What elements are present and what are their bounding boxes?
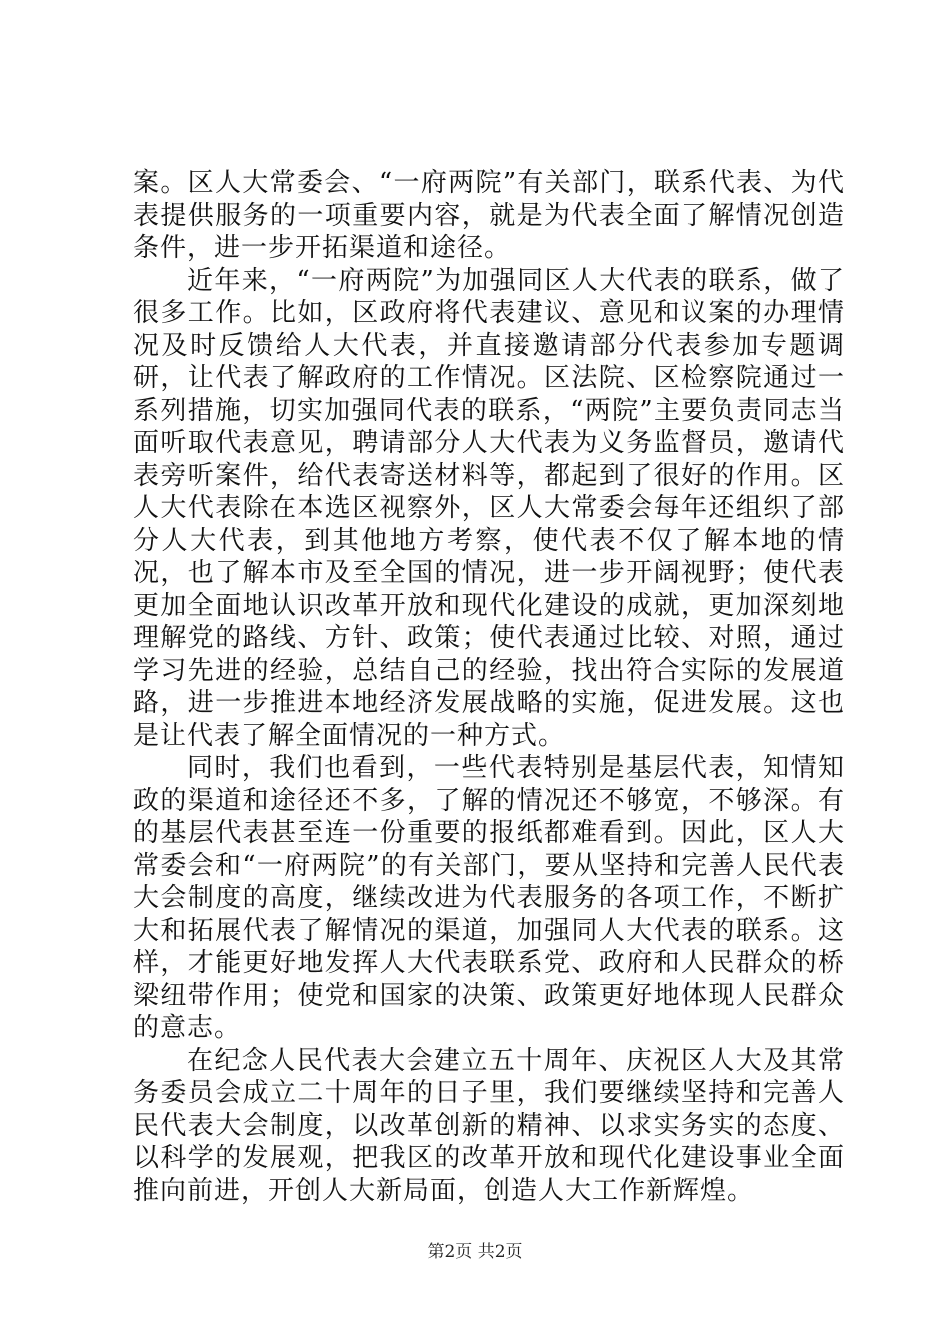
paragraph-3: 同时，我们也看到，一些代表特别是基层代表，知情知政的渠道和途径还不多，了解的情况还不够宽，不够深。有的基层代表甚至连一份重要的报纸都难看到。因此，区人大常委会和“一府两院”的有关部门，要从坚持和完善人民代表大会制度的高度，继续改进为代表服务的各项工作，不断扩大和拓展代表了解情况的渠道，加强同人大代表的联系。这样，才能更好地发挥人大代表联系党、政府和人民群众的桥梁纽带作用；使党和国家的决策、政策更好地体现人民群众的意志。 (133, 753, 845, 1043)
document-body (133, 167, 845, 1207)
page-number-footer: 第2页 共2页 (427, 1242, 523, 1262)
paragraph-4: 在纪念人民代表大会建立五十周年、庆祝区人大及其常务委员会成立二十周年的日子里，我们要继续坚持和完善人民代表大会制度，以改革创新的精神、以求实务实的态度、以科学的发展观，把我区的改革开放和现代化建设事业全面推向前进，开创人大新局面，创造人大工作新辉煌。 (133, 1045, 845, 1206)
paragraph-2: 近年来，“一府两院”为加强同区人大代表的联系，做了很多工作。比如，区政府将代表建议、意见和议案的办理情况及时反馈给人大代表，并直接邀请部分代表参加专题调研，让代表了解政府的工作情况。区法院、区检察院通过一系列措施，切实加强同代表的联系，“两院”主要负责同志当面听取代表意见，聘请部分人大代表为义务监督员，邀请代表旁听案件，给代表寄送材料等，都起到了很好的作用。区人大代表除在本选区视察外，区人大常委会每年还组织了部分人大代表，到其他地方考察，使代表不仅了解本地的情况，也了解本市及至全国的情况，进一步开阔视野；使代表更加全面地认识改革开放和现代化建设的成就，更加深刻地理解党的路线、方针、政策；使代表通过比较、对照，通过学习先进的经验，总结自己的经验，找出符合实际的发展道路，进一步推进本地经济发展战略的实施，促进发展。这也是让代表了解全面情况的一种方式。 (133, 265, 845, 751)
paragraph-1: 案。区人大常委会、“一府两院”有关部门，联系代表、为代表提供服务的一项重要内容，就是为代表全面了解情况创造条件，进一步开拓渠道和途径。 (133, 168, 845, 263)
